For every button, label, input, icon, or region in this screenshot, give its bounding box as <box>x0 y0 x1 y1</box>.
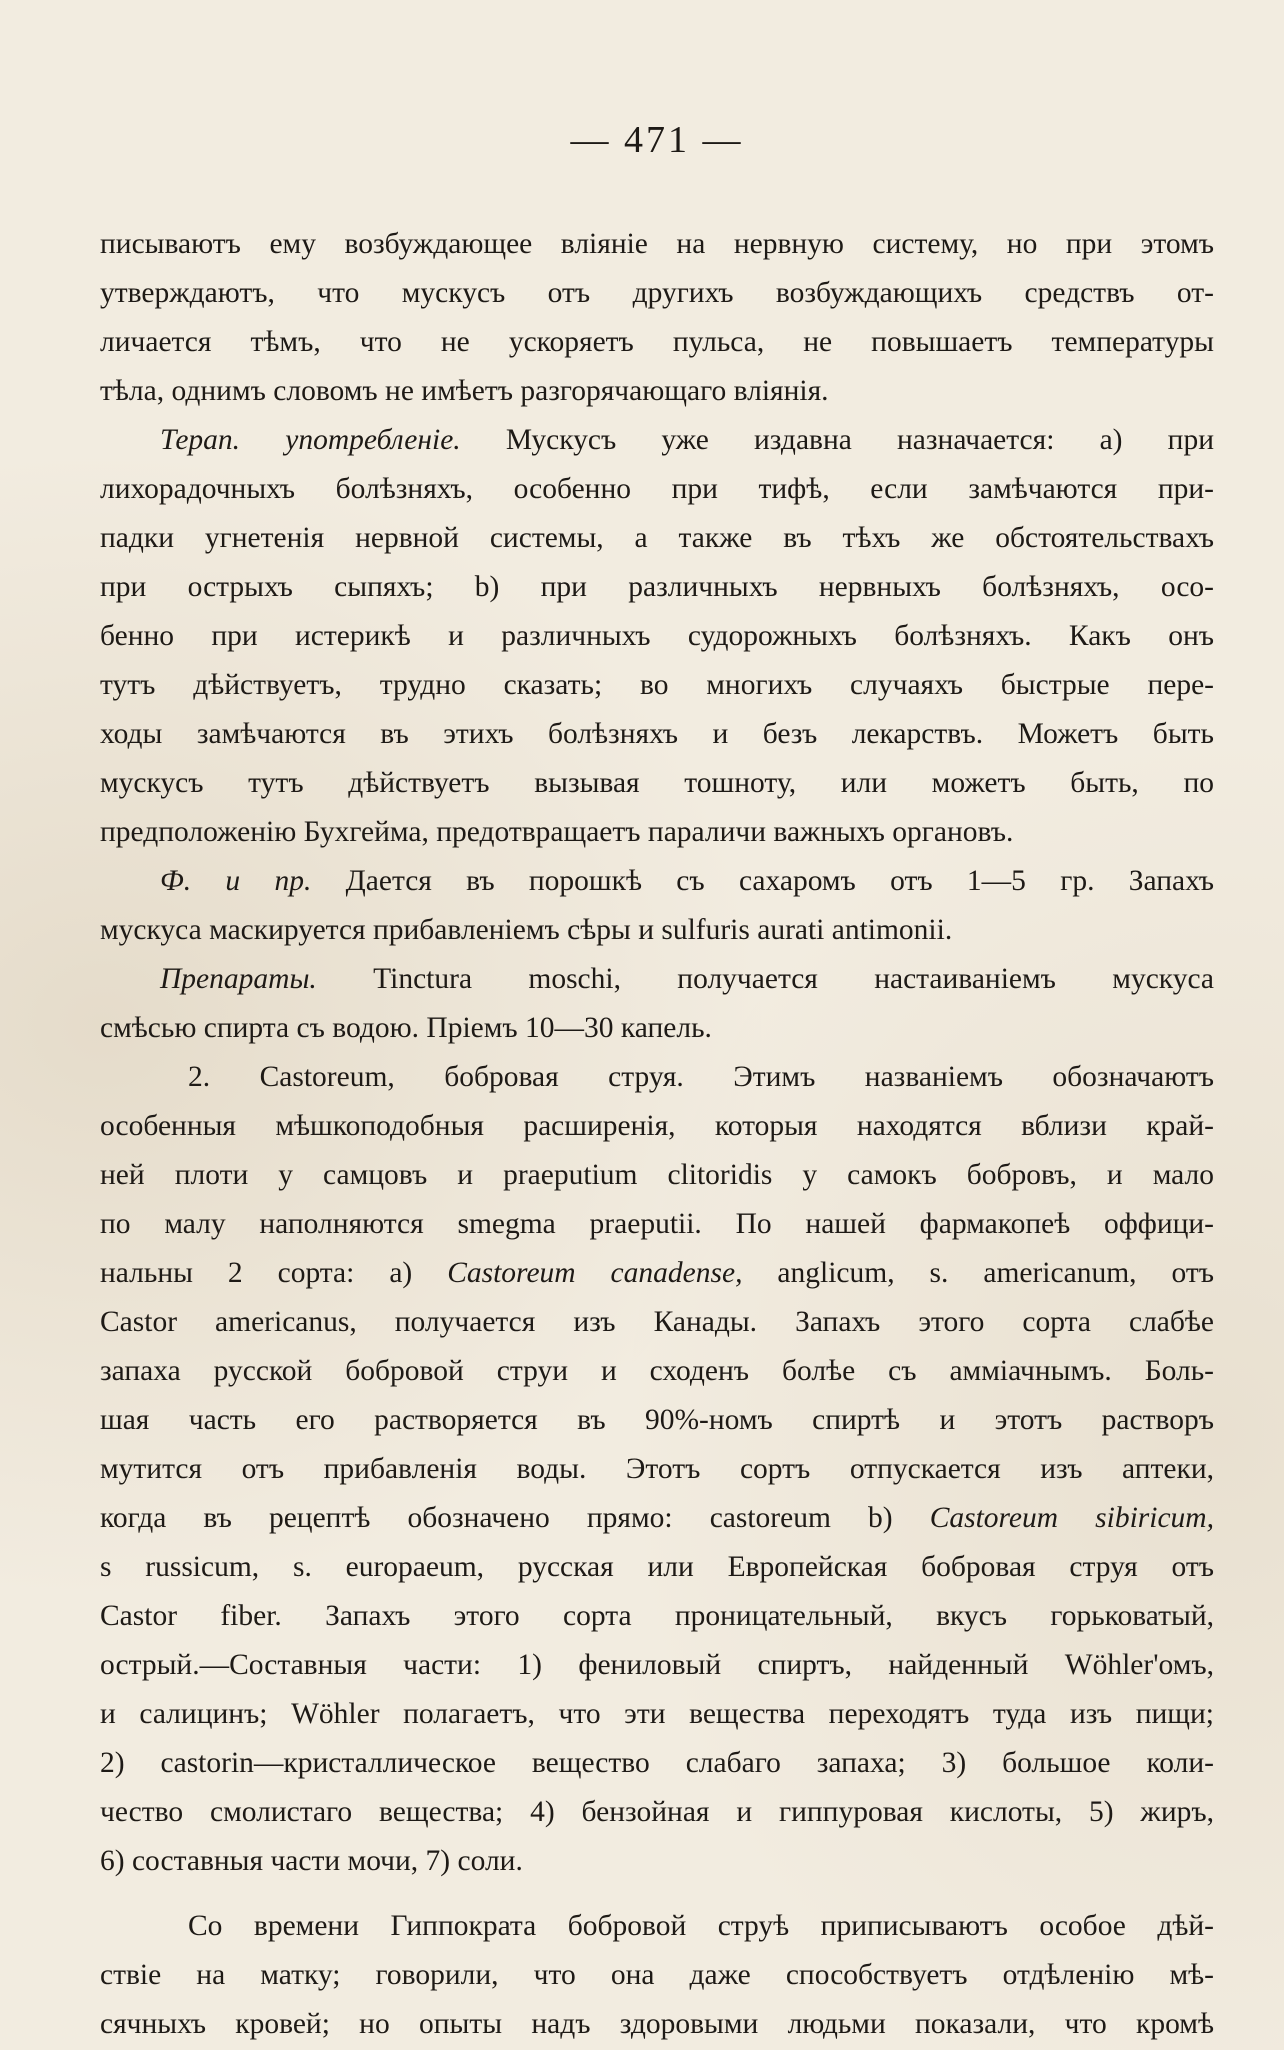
text-fragment: нальны 2 сорта: а) <box>100 1257 448 1289</box>
text-line <box>100 857 1214 906</box>
paragraph-preparations <box>100 955 1214 1053</box>
text-line: s russicum, s. europaeum, русская или Европейская бобровая струя отъ <box>100 1551 1214 1583</box>
text-line: ней плоти у самцовъ и praeputium clitoridis у самокъ бобровъ, и мало <box>100 1159 1214 1191</box>
text-line: падки угнетенія нервной системы, а также въ тѣхъ же обстоятельствахъ <box>100 522 1214 554</box>
text-fragment: Дается въ порошкѣ съ сахаромъ отъ 1—5 гр. Запахъ <box>311 865 1214 897</box>
text-fragment: Мускусъ уже издавна назначается: а) при <box>460 424 1214 456</box>
paragraph-castoreum <box>100 1053 1214 1886</box>
text-line: шая часть его растворяется въ 90%-номъ спиртѣ и этотъ растворъ <box>100 1404 1214 1436</box>
text-fragment: anglicum, s. americanum, отъ <box>742 1257 1214 1289</box>
section-label-preparations: Препараты. <box>160 963 317 995</box>
text-line: при острыхъ сыпяхъ; b) при различныхъ нервныхъ болѣзняхъ, осо- <box>100 571 1214 603</box>
section-label-therapeutic-use: Терап. употребленіе. <box>160 424 461 456</box>
text-line <box>100 955 1214 1004</box>
text-line: 6) составныя части мочи, 7) соли. <box>100 1845 523 1877</box>
text-line: особенныя мѣшкоподобныя расширенія, которыя находятся вблизи край- <box>100 1110 1214 1142</box>
latin-term: Castoreum canadense, <box>447 1257 743 1289</box>
text-line: тутъ дѣйствуетъ, трудно сказать; во многихъ случаяхъ быстрые пере- <box>100 669 1214 701</box>
text-line: предположенію Бухгейма, предотвращаетъ параличи важныхъ органовъ. <box>100 816 1014 848</box>
page-body <box>100 220 1214 2049</box>
text-line: запаха русской бобровой струи и сходенъ болѣе съ амміачнымъ. Боль- <box>100 1355 1214 1387</box>
paragraph-therapeutic-use <box>100 416 1214 857</box>
latin-term: Castoreum sibiricum, <box>929 1502 1214 1534</box>
text-line: ствіе на матку; говорили, что она даже способствуетъ отдѣленію мѣ- <box>100 1959 1214 1991</box>
section-label-forms: Ф. и пр. <box>160 865 312 897</box>
text-line: ходы замѣчаются въ этихъ болѣзняхъ и безъ лекарствъ. Можетъ быть <box>100 718 1214 750</box>
page-number: — 471 — <box>570 119 744 161</box>
text-line: острый.—Составныя части: 1) фениловый спиртъ, найденный Wöhler'омъ, <box>100 1649 1214 1681</box>
paragraph-hippocrates <box>100 1902 1214 2049</box>
text-line: Castor fiber. Запахъ этого сорта проницательный, вкусъ горьковатый, <box>100 1600 1214 1632</box>
text-line: мутится отъ прибавленія воды. Этотъ сортъ отпускается изъ аптеки, <box>100 1453 1214 1485</box>
text-line: и салицинъ; Wöhler полагаетъ, что эти вещества переходятъ туда изъ пищи; <box>100 1698 1214 1730</box>
text-line <box>100 1494 1214 1543</box>
text-line: по малу наполняются smegma praeputii. По нашей фармакопеѣ оффици- <box>100 1208 1214 1240</box>
text-line: Castor americanus, получается изъ Канады. Запахъ этого сорта слабѣе <box>100 1306 1214 1338</box>
text-line: писываютъ ему возбуждающее вліяніе на нервную систему, но при этомъ <box>100 228 1214 260</box>
text-line: тѣла, однимъ словомъ не имѣетъ разгорячающаго вліянія. <box>100 375 829 407</box>
text-line: личается тѣмъ, что не ускоряетъ пульса, не повышаетъ температуры <box>100 326 1214 358</box>
text-line: смѣсью спирта съ водою. Пріемъ 10—30 капель. <box>100 1012 712 1044</box>
text-line: 2. Castoreum, бобровая струя. Этимъ названіемъ обозначаютъ <box>188 1061 1214 1093</box>
text-line: мускусъ тутъ дѣйствуетъ вызывая тошноту, или можетъ быть, по <box>100 767 1214 799</box>
paragraph-forms-doses <box>100 857 1214 955</box>
text-fragment: когда въ рецептѣ обозначено прямо: castoreum b) <box>100 1502 930 1534</box>
paragraph-musk-effect <box>100 220 1214 416</box>
text-line <box>100 1249 1214 1298</box>
text-line: чество смолистаго вещества; 4) бензойная и гиппуровая кислоты, 5) жиръ, <box>100 1796 1214 1828</box>
text-fragment: Tinctura moschi, получается настаиваніемъ мускуса <box>316 963 1214 995</box>
text-line <box>100 416 1214 465</box>
text-line: лихорадочныхъ болѣзняхъ, особенно при тифѣ, если замѣчаются при- <box>100 473 1214 505</box>
text-line: утверждаютъ, что мускусъ отъ другихъ возбуждающихъ средствъ от- <box>100 277 1214 309</box>
text-line: 2) castorin—кристаллическое вещество слабаго запаха; 3) большое коли- <box>100 1747 1214 1779</box>
text-line: сячныхъ кровей; но опыты надъ здоровыми людьми показали, что кромѣ <box>100 2008 1214 2040</box>
text-line: мускуса маскируется прибавленіемъ сѣры и sulfuris aurati antimonii. <box>100 914 953 946</box>
text-line: бенно при истерикѣ и различныхъ судорожныхъ болѣзняхъ. Какъ онъ <box>100 620 1214 652</box>
text-line: Со времени Гиппократа бобровой струѣ приписываютъ особое дѣй- <box>188 1910 1214 1942</box>
